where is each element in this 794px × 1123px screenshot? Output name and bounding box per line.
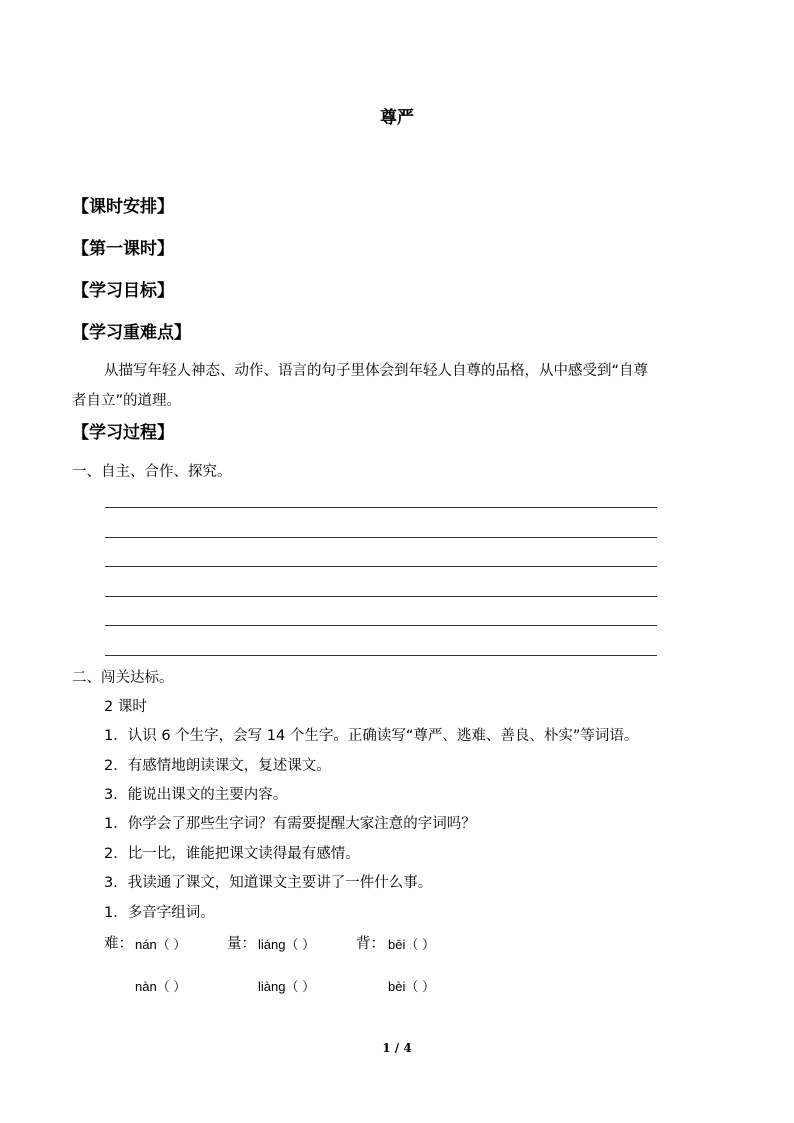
polyphone-char-liang: 量：	[227, 936, 256, 952]
heading-key-points: 【学习重难点】	[72, 323, 191, 343]
polyphone-nan-reading2: nàn（ ）	[135, 979, 187, 994]
heading-lesson-arrangement: 【课时安排】	[72, 197, 174, 217]
list-item: 2．比一比，谁能把课文读得最有感情。	[104, 846, 360, 862]
polyphone-liang-reading2: liàng（ ）	[258, 979, 316, 994]
key-points-text-line2: 者自立”的道理。	[72, 393, 182, 409]
page-title: 尊严	[380, 108, 414, 128]
heading-first-lesson: 【第一课时】	[72, 239, 174, 259]
answer-line	[105, 655, 657, 656]
heading-learning-goals: 【学习目标】	[72, 281, 174, 301]
list-item: 1．认识 6 个生字，会写 14 个生字。正确读写“尊严、逃难、善良、朴实”等词语。	[104, 728, 639, 744]
key-points-text-line1: 从描写年轻人神态、动作、语言的句子里体会到年轻人自尊的品格，从中感受到“自尊	[104, 363, 649, 379]
heading-process: 【学习过程】	[72, 423, 174, 443]
list-item: 3．能说出课文的主要内容。	[104, 787, 288, 803]
list-item: 1．多音字组词。	[104, 905, 215, 921]
answer-line	[105, 537, 657, 538]
polyphone-char-nan: 难：	[104, 936, 133, 952]
page-number: 1 / 4	[382, 1041, 412, 1055]
polyphone-liang-reading1: liáng（ ）	[258, 937, 316, 952]
answer-line	[105, 625, 657, 626]
section1-title: 一、自主、合作、探究。	[72, 464, 232, 480]
polyphone-bei-reading1: bēi（ ）	[388, 937, 435, 952]
polyphone-nan-reading1: nán（ ）	[135, 937, 187, 952]
list-item: 1．你学会了那些生字词？有需要提醒大家注意的字词吗？	[104, 816, 476, 832]
section2-hours: 2 课时	[104, 699, 147, 715]
answer-line	[105, 566, 657, 567]
list-item: 3．我读通了课文，知道课文主要讲了一件什么事。	[104, 875, 433, 891]
list-item: 2．有感情地朗读课文，复述课文。	[104, 758, 331, 774]
polyphone-char-bei: 背：	[356, 936, 385, 952]
answer-line	[105, 507, 657, 508]
polyphone-bei-reading2: bèi（ ）	[388, 979, 435, 994]
answer-line	[105, 596, 657, 597]
section2-title: 二、闯关达标。	[72, 670, 174, 686]
